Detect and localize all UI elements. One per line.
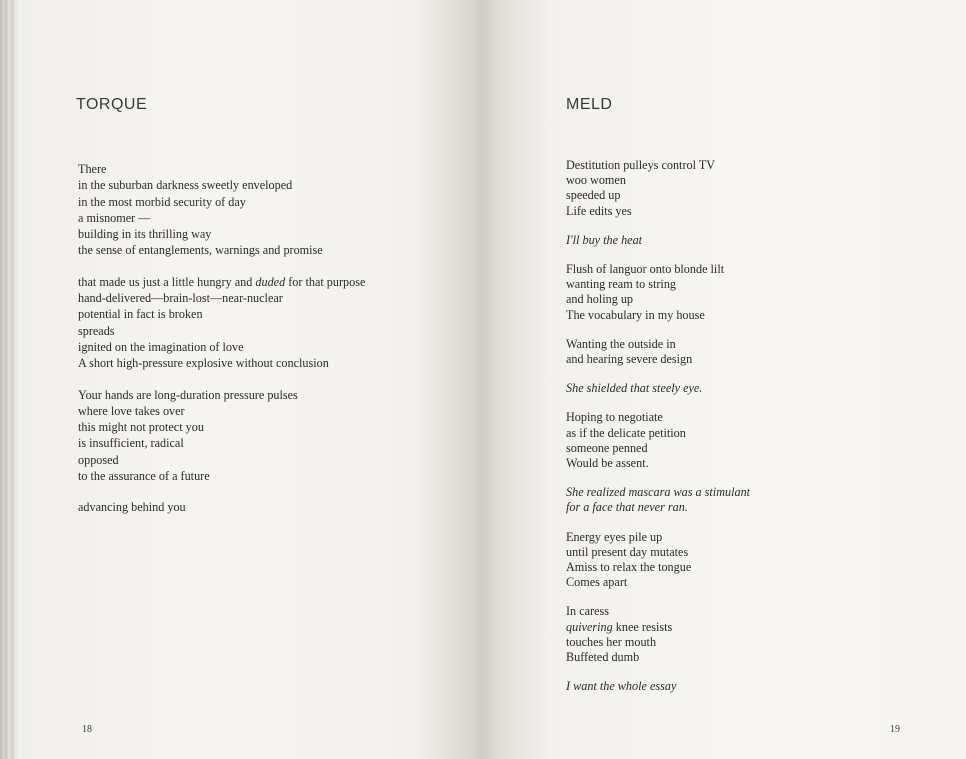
poem-line: for a face that never ran. (566, 500, 688, 515)
poem-line: touches her mouth (566, 634, 657, 649)
stanza (78, 274, 365, 372)
left-page (22, 0, 482, 759)
poem-line: someone penned (566, 440, 648, 455)
poem-line: Would be assent. (566, 456, 649, 471)
poem-line: I want the whole essay (566, 679, 677, 694)
poem-line: in the most morbid security of day (78, 194, 246, 209)
poem-line: ignited on the imagination of love (78, 339, 244, 354)
poem-line (566, 620, 750, 635)
right-page (482, 0, 966, 759)
poem-line: advancing behind you (78, 500, 186, 515)
poem-line: Comes apart (566, 575, 628, 590)
poem-line: hand-delivered—brain-lost—near-nuclear (78, 291, 283, 306)
stanza (78, 499, 365, 515)
poem-line: building in its thrilling way (78, 227, 212, 242)
poem-line: until present day mutates (566, 544, 689, 559)
poem-line: speeded up (566, 188, 621, 203)
poem-line: Wanting the outside in (566, 336, 676, 351)
page-edges (0, 0, 22, 759)
poem-line: in the suburban darkness sweetly enveloped (78, 178, 293, 193)
poem-line: wanting ream to string (566, 277, 677, 292)
poem-line: the sense of entanglements, warnings and promise (78, 243, 323, 258)
line-text: that made us just a little hungry and (78, 274, 256, 289)
poem-line: The vocabulary in my house (566, 307, 705, 322)
page-number-left: 18 (82, 724, 92, 735)
poem-line: Buffeted dumb (566, 650, 640, 665)
poem-line: is insufficient, radical (78, 436, 184, 451)
poem-line: A short high-pressure explosive without conclusion (78, 356, 329, 371)
poem-title-left: TORQUE (76, 96, 148, 113)
line-text: for that purpose (285, 274, 366, 289)
poem-line: spreads (78, 323, 115, 338)
stanza (78, 161, 365, 259)
poem-line: Flush of languor onto blonde lilt (566, 262, 725, 277)
italic-text: duded (255, 274, 286, 289)
stanza (566, 158, 750, 219)
stanza (566, 233, 750, 248)
stanza (566, 337, 750, 367)
poem-line: Hoping to negotiate (566, 410, 663, 425)
poem-line: woo women (566, 173, 626, 188)
poem-line: opposed (78, 452, 119, 467)
page-number-right: 19 (890, 724, 900, 735)
poem-line: Life edits yes (566, 203, 632, 218)
poem-line: Amiss to relax the tongue (566, 560, 692, 575)
poem-line: as if the delicate petition (566, 425, 686, 440)
stanza (566, 381, 750, 396)
stanza (566, 530, 750, 591)
poem-line: She shielded that steely eye. (566, 381, 703, 396)
poem-line: and holing up (566, 292, 634, 307)
stanza (566, 262, 750, 323)
poem-line: this might not protect you (78, 420, 204, 435)
poem-line: where love takes over (78, 403, 185, 418)
poem-line: potential in fact is broken (78, 307, 203, 322)
poem-body-right (566, 158, 750, 708)
stanza (566, 604, 750, 665)
poem-line: a misnomer — (78, 210, 151, 225)
poem-line: There (78, 162, 107, 176)
italic-text: quivering (566, 619, 613, 634)
poem-line (78, 274, 365, 290)
poem-line: She realized mascara was a stimulant (566, 485, 751, 500)
line-text: knee resists (612, 619, 673, 634)
stanza (566, 679, 750, 694)
poem-title-right: MELD (566, 96, 613, 113)
poem-line: Destitution pulleys control TV (566, 158, 716, 172)
stanza (566, 485, 750, 515)
poem-line: In caress (566, 604, 609, 619)
poem-body-left (78, 161, 365, 531)
poem-line: Your hands are long-duration pressure pulses (78, 387, 298, 402)
stanza (566, 410, 750, 471)
poem-line: to the assurance of a future (78, 469, 210, 484)
poem-line: I'll buy the heat (566, 232, 643, 247)
stanza (78, 387, 365, 485)
poem-line: Energy eyes pile up (566, 529, 663, 544)
poem-line: and hearing severe design (566, 352, 693, 367)
